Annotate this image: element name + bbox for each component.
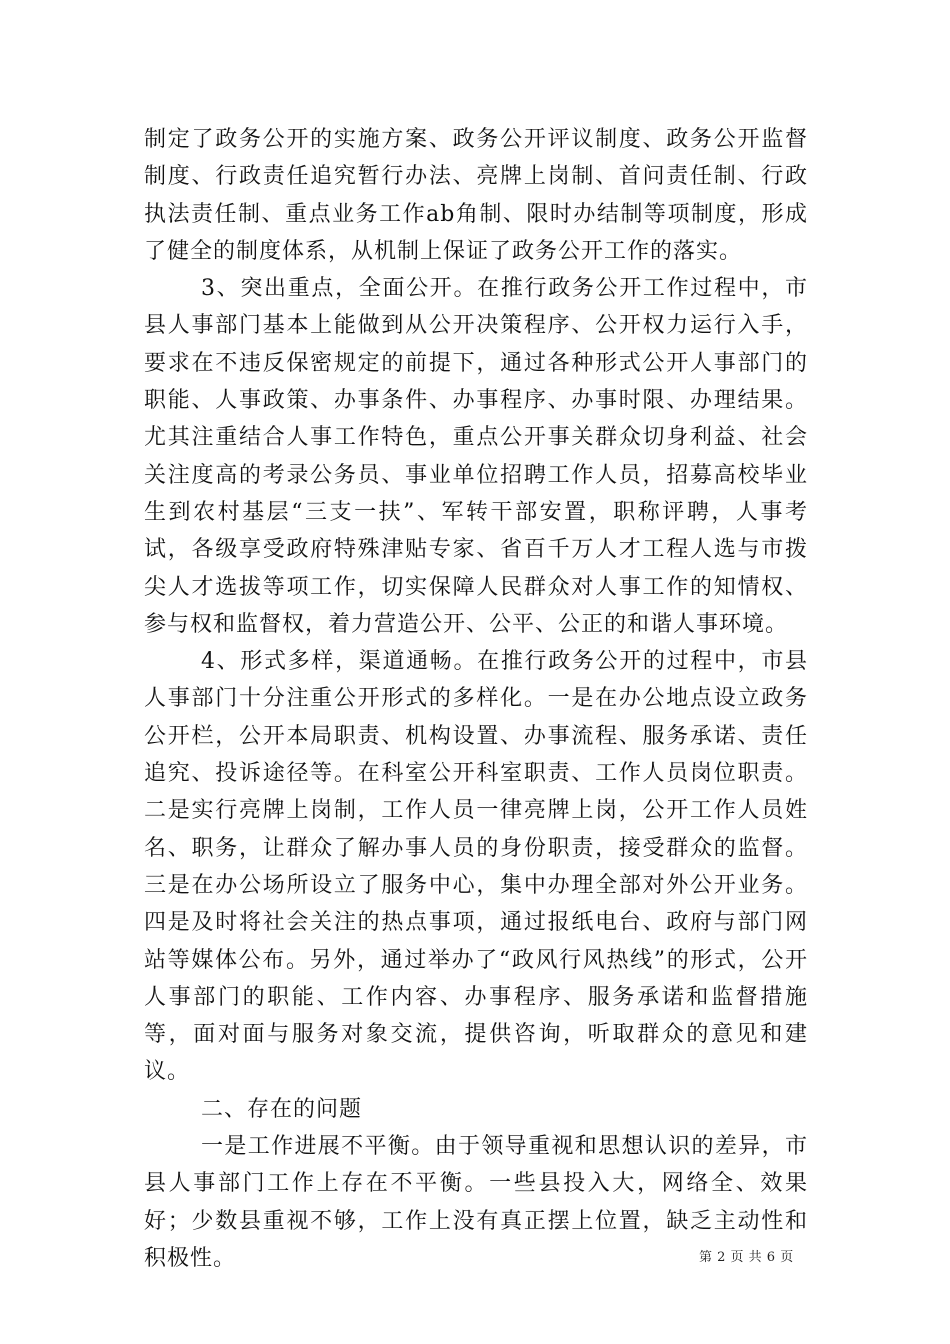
paragraph-problem-1: 一是工作进展不平衡。由于领导重视和思想认识的差异，市县人事部门工作上存在不平衡。一些县投入大，网络全、效果好；少数县重视不够，工作上没有真正摆上位置，缺乏主动性和积极性。 xyxy=(144,1134,808,1271)
page-number-footer: 第 2 页 共 6 页 xyxy=(699,1250,794,1265)
paragraph-point-4: 4、形式多样，渠道通畅。在推行政务公开的过程中，市县人事部门十分注重公开形式的多样化。一是在办公地点设立政务公开栏，公开本局职责、机构设置、办事流程、服务承诺、责任追究、投诉途径等。在科室公开科室职责、工作人员岗位职责。二是实行亮牌上岗制，工作人员一律亮牌上岗，公开工作人员姓名、职务，让群众了解办事人员的身份职责，接受群众的监督。三是在办公场所设立了服务中心，集中办理全部对外公开业务。四是及时将社会关注的热点事项，通过报纸电台、政府与部门网站等媒体公布。另外，通过举办了“政风行风热线”的形式，公开人事部门的职能、工作内容、办事程序、服务承诺和监督措施等，面对面与服务对象交流，提供咨询，听取群众的意见和建议。 xyxy=(144,649,808,1085)
section-heading-problems: 二、存在的问题 xyxy=(201,1096,363,1122)
document-body xyxy=(144,121,808,1277)
paragraph-point-3: 3、突出重点，全面公开。在推行政务公开工作过程中，市县人事部门基本上能做到从公开决策程序、公开权力运行入手，要求在不违反保密规定的前提下，通过各种形式公开人事部门的职能、人事政策、办事条件、办事程序、办事时限、办理结果。尤其注重结合人事工作特色，重点公开事关群众切身利益、社会关注度高的考录公务员、事业单位招聘工作人员，招募高校毕业生到农村基层“三支一扶”、军转干部安置，职称评聘，人事考试，各级享受政府特殊津贴专家、省百千万人才工程人选与市拨尖人才选拔等项工作，切实保障人民群众对人事工作的知情权、参与权和监督权，着力营造公开、公平、公正的和谐人事环境。 xyxy=(144,276,808,637)
paragraph-continuation: 制定了政务公开的实施方案、政务公开评议制度、政务公开监督制度、行政责任追究暂行办法、亮牌上岗制、首问责任制、行政执法责任制、重点业务工作ab角制、限时办结制等项制度，形成了健全的制度体系，从机制上保证了政务公开工作的落实。 xyxy=(144,127,808,264)
